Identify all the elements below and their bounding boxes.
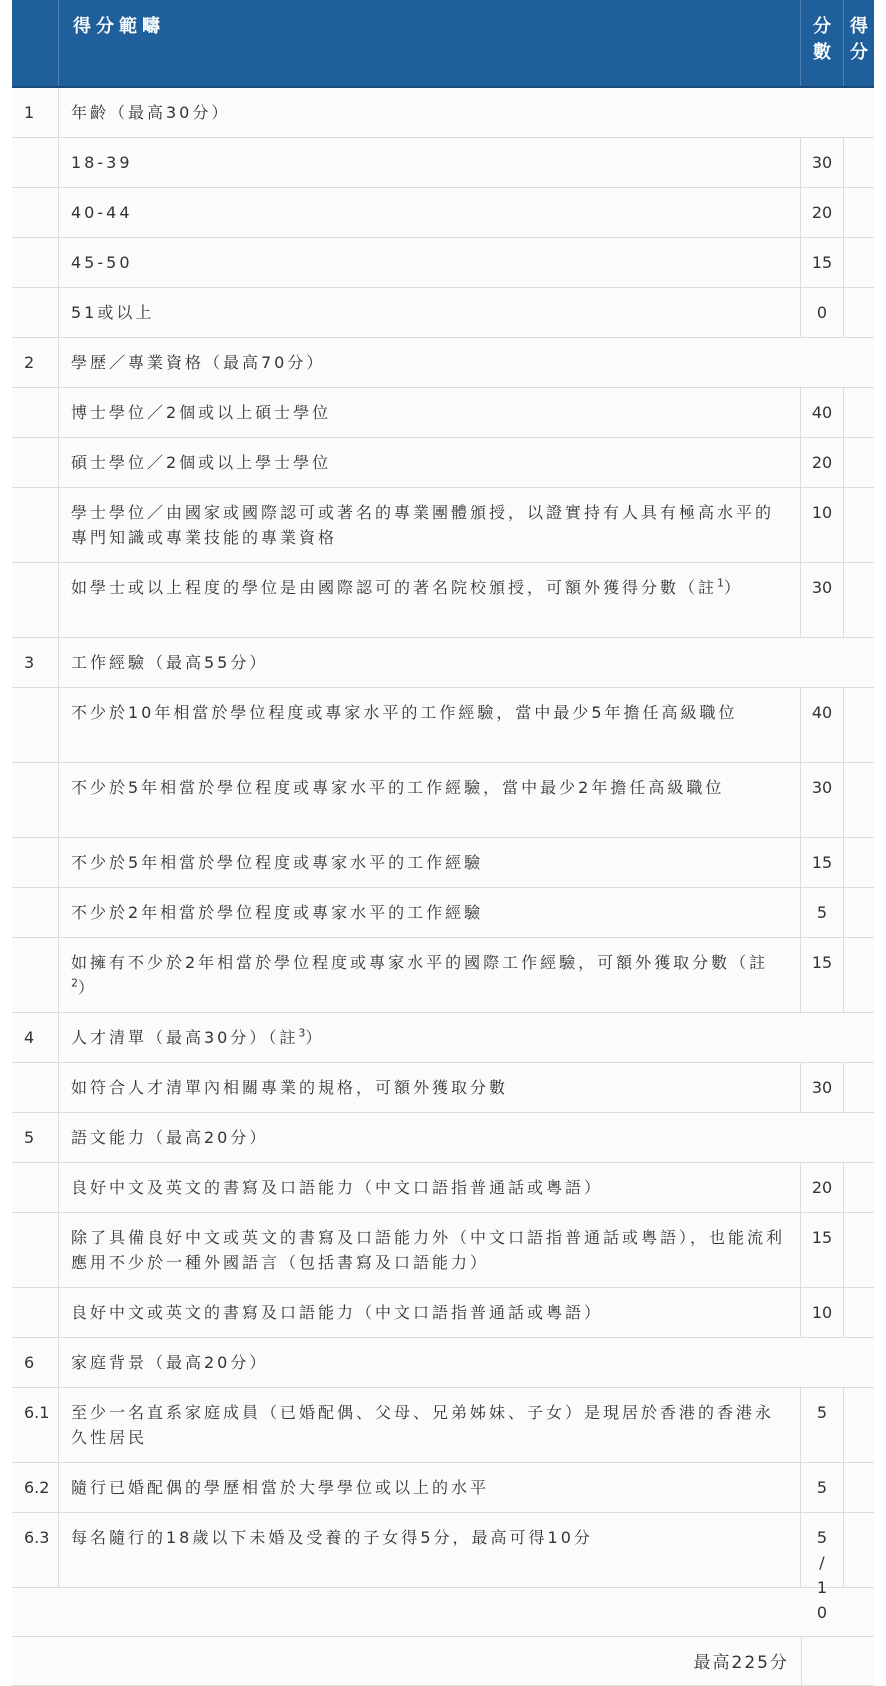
table-row: [12, 388, 874, 438]
row-score-cell[interactable]: [844, 238, 874, 287]
table-row: [12, 763, 874, 838]
row-number: [12, 438, 59, 487]
row-points: 15: [801, 238, 844, 287]
row-number: 6.3: [12, 1513, 59, 1587]
row-number: 6.2: [12, 1463, 59, 1512]
row-points: 30: [801, 1063, 844, 1112]
row-score-cell[interactable]: [844, 1288, 874, 1337]
row-number: [12, 1063, 59, 1112]
row-number: [12, 188, 59, 237]
row-points: 15: [801, 838, 844, 887]
total-score-cell[interactable]: [801, 1637, 874, 1685]
section-row: [12, 1338, 874, 1388]
row-points: 30: [801, 763, 844, 837]
row-points: 30: [801, 138, 844, 187]
row-criterion: 良好中文及英文的書寫及口語能力（中文口語指普通話或粵語）: [59, 1163, 801, 1212]
table-row: [12, 1163, 874, 1213]
row-score-cell[interactable]: [844, 488, 874, 562]
row-number: [12, 138, 59, 187]
section-row: [12, 1113, 874, 1163]
row-score-cell[interactable]: [844, 763, 874, 837]
table-row: [12, 1288, 874, 1338]
section-row: [12, 638, 874, 688]
table-row: [12, 838, 874, 888]
table-row: [12, 138, 874, 188]
table-row: [12, 938, 874, 1013]
row-score-cell[interactable]: [844, 1388, 874, 1462]
row-criterion: 學士學位／由國家或國際認可或著名的專業團體頒授，以證實持有人具有極高水平的專門知識或專業技能的專業資格: [59, 488, 801, 562]
row-criterion: 不少於5年相當於學位程度或專家水平的工作經驗，當中最少2年擔任高級職位: [59, 763, 801, 837]
section-number: 6: [12, 1338, 59, 1387]
row-points: 40: [801, 688, 844, 762]
row-score-cell[interactable]: [844, 138, 874, 187]
row-criterion: 每名隨行的18歲以下未婚及受養的子女得5分，最高可得10分: [59, 1513, 801, 1587]
table-row: [12, 238, 874, 288]
table-row: [12, 438, 874, 488]
row-points: 20: [801, 1163, 844, 1212]
row-score-cell[interactable]: [844, 288, 874, 337]
row-number: [12, 388, 59, 437]
header-points: 分數: [801, 0, 844, 86]
blank-cell: [12, 1588, 874, 1636]
row-number: [12, 688, 59, 762]
row-points: 5: [801, 1463, 844, 1512]
table-header: [12, 0, 874, 88]
row-points: 10: [801, 488, 844, 562]
row-points: 0: [801, 288, 844, 337]
row-number: [12, 288, 59, 337]
row-criterion: 不少於2年相當於學位程度或專家水平的工作經驗: [59, 888, 801, 937]
row-number: [12, 488, 59, 562]
row-points: 10: [801, 1288, 844, 1337]
row-number: [12, 1163, 59, 1212]
row-criterion: 51或以上: [59, 288, 801, 337]
section-number: 3: [12, 638, 59, 687]
row-score-cell[interactable]: [844, 438, 874, 487]
section-row: [12, 1013, 874, 1063]
row-score-cell[interactable]: [844, 1213, 874, 1287]
row-criterion: 如擁有不少於2年相當於學位程度或專家水平的國際工作經驗，可額外獲取分數（註$^2$）: [59, 938, 801, 1012]
total-label: 最高225分: [693, 1653, 789, 1673]
total-row: [12, 1637, 874, 1686]
section-number: 4: [12, 1013, 59, 1062]
row-criterion: 如符合人才清單內相關專業的規格，可額外獲取分數: [59, 1063, 801, 1112]
row-criterion: 18-39: [59, 138, 801, 187]
row-points: 15: [801, 1213, 844, 1287]
table-row: [12, 888, 874, 938]
section-title: 語文能力（最高20分）: [71, 1128, 269, 1147]
footnote-ref: 1: [717, 576, 725, 590]
section-row: [12, 338, 874, 388]
row-score-cell[interactable]: [844, 888, 874, 937]
blank-row: [12, 1588, 874, 1637]
row-points: 30: [801, 563, 844, 637]
row-criterion: 40-44: [59, 188, 801, 237]
header-category: 得分範疇: [59, 0, 801, 86]
row-score-cell[interactable]: [844, 188, 874, 237]
row-points: 40: [801, 388, 844, 437]
section-row: [12, 88, 874, 138]
row-criterion: 不少於5年相當於學位程度或專家水平的工作經驗: [59, 838, 801, 887]
row-score-cell[interactable]: [844, 688, 874, 762]
section-number: 2: [12, 338, 59, 387]
section-title: 人才清單（最高30分）（註$^3$）: [71, 1026, 325, 1047]
row-criterion: 至少一名直系家庭成員（已婚配偶、父母、兄弟姊妹、子女）是現居於香港的香港永久性居民: [59, 1388, 801, 1462]
table-row: [12, 1463, 874, 1513]
row-points: 5: [801, 1388, 844, 1462]
row-criterion: 隨行已婚配偶的學歷相當於大學學位或以上的水平: [59, 1463, 801, 1512]
row-criterion: 45-50: [59, 238, 801, 287]
row-number: [12, 838, 59, 887]
row-number: [12, 238, 59, 287]
row-points: 5 / 10: [801, 1513, 844, 1587]
row-score-cell[interactable]: [844, 388, 874, 437]
table-row: [12, 288, 874, 338]
table-row: [12, 1063, 874, 1113]
table-row: [12, 1388, 874, 1463]
section-title: 學歷／專業資格（最高70分）: [71, 353, 326, 372]
row-score-cell[interactable]: [844, 563, 874, 637]
header-num: [12, 0, 59, 86]
row-criterion: 除了具備良好中文或英文的書寫及口語能力外（中文口語指普通話或粵語），也能流利應用不少於一種外國語言（包括書寫及口語能力）: [59, 1213, 801, 1287]
row-number: [12, 938, 59, 1012]
row-number: [12, 763, 59, 837]
row-points: 15: [801, 938, 844, 1012]
row-score-cell[interactable]: [844, 1163, 874, 1212]
row-number: 6.1: [12, 1388, 59, 1462]
row-points: 5: [801, 888, 844, 937]
footnote-ref: 3: [298, 1026, 306, 1040]
table-row: [12, 1513, 874, 1622]
header-score: 得分: [850, 16, 868, 63]
row-criterion: 博士學位／2個或以上碩士學位: [59, 388, 801, 437]
table-row: [12, 563, 874, 638]
table-row: [12, 188, 874, 238]
table-row: [12, 688, 874, 763]
row-criterion: 碩士學位／2個或以上學士學位: [59, 438, 801, 487]
row-criterion: 良好中文或英文的書寫及口語能力（中文口語指普通話或粵語）: [59, 1288, 801, 1337]
row-points: 20: [801, 188, 844, 237]
row-score-cell[interactable]: [844, 838, 874, 887]
points-table: [12, 0, 874, 1686]
section-title: 年齡（最高30分）: [71, 103, 231, 122]
row-number: [12, 1213, 59, 1287]
section-number: 5: [12, 1113, 59, 1162]
section-title: 工作經驗（最高55分）: [71, 653, 269, 672]
table-row: [12, 1213, 874, 1288]
row-score-cell[interactable]: [844, 1513, 874, 1587]
row-points: 20: [801, 438, 844, 487]
row-score-cell[interactable]: [844, 938, 874, 1012]
table-row: [12, 488, 874, 563]
row-criterion: 不少於10年相當於學位程度或專家水平的工作經驗，當中最少5年擔任高級職位: [59, 688, 801, 762]
row-criterion: 如學士或以上程度的學位是由國際認可的著名院校頒授，可額外獲得分數（註$^1$）: [59, 563, 801, 637]
row-number: [12, 563, 59, 637]
row-number: [12, 888, 59, 937]
section-number: 1: [12, 88, 59, 137]
row-score-cell[interactable]: [844, 1463, 874, 1512]
row-score-cell[interactable]: [844, 1063, 874, 1112]
row-number: [12, 1288, 59, 1337]
footnote-ref: 2: [71, 976, 78, 990]
section-title: 家庭背景（最高20分）: [71, 1353, 269, 1372]
